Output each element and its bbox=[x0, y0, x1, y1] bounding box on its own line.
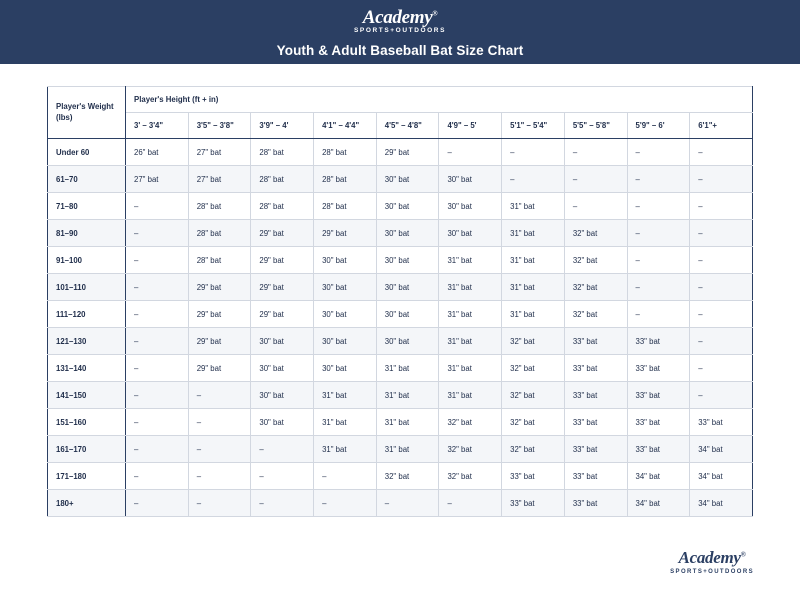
weight-cell: 61–70 bbox=[48, 166, 126, 193]
bat-size-cell: – bbox=[251, 463, 314, 490]
bat-size-cell: 28" bat bbox=[314, 139, 377, 166]
bat-size-cell: 30" bat bbox=[376, 193, 439, 220]
bat-size-cell: – bbox=[251, 490, 314, 517]
weight-cell: 121–130 bbox=[48, 328, 126, 355]
header-height-col-4: 4'5" – 4'8" bbox=[376, 113, 439, 139]
table-row bbox=[48, 166, 753, 193]
bat-size-cell: 33" bat bbox=[627, 436, 690, 463]
bat-size-cell: 33" bat bbox=[564, 436, 627, 463]
bat-size-cell: 29" bat bbox=[188, 301, 251, 328]
bat-size-cell: – bbox=[690, 328, 753, 355]
header-logo bbox=[354, 8, 446, 35]
bat-size-cell: – bbox=[126, 247, 189, 274]
bat-size-cell: – bbox=[627, 274, 690, 301]
bat-size-cell: – bbox=[188, 436, 251, 463]
bat-size-cell: 32" bat bbox=[564, 301, 627, 328]
bat-size-cell: – bbox=[126, 382, 189, 409]
table-row bbox=[48, 193, 753, 220]
bat-size-cell: 30" bat bbox=[314, 274, 377, 301]
bat-size-cell: – bbox=[126, 301, 189, 328]
weight-cell: 151–160 bbox=[48, 409, 126, 436]
bat-size-cell: 33" bat bbox=[564, 355, 627, 382]
bat-size-cell: 28" bat bbox=[314, 166, 377, 193]
bat-size-cell: 31" bat bbox=[314, 409, 377, 436]
bat-size-cell: 32" bat bbox=[439, 409, 502, 436]
bat-size-cell: 29" bat bbox=[251, 274, 314, 301]
bat-size-cell: 28" bat bbox=[188, 193, 251, 220]
bat-size-cell: 30" bat bbox=[314, 247, 377, 274]
weight-cell: 171–180 bbox=[48, 463, 126, 490]
bat-size-cell: 26" bat bbox=[126, 139, 189, 166]
bat-size-cell: 30" bat bbox=[439, 220, 502, 247]
bat-size-cell: 33" bat bbox=[627, 355, 690, 382]
bat-size-cell: 33" bat bbox=[502, 463, 565, 490]
bat-size-cell: 31" bat bbox=[439, 274, 502, 301]
bat-size-cell: – bbox=[627, 193, 690, 220]
bat-size-cell: 30" bat bbox=[376, 274, 439, 301]
bat-size-cell: 32" bat bbox=[502, 328, 565, 355]
bat-size-cell: 31" bat bbox=[376, 355, 439, 382]
table-row bbox=[48, 301, 753, 328]
bat-size-cell: 34" bat bbox=[690, 463, 753, 490]
bat-size-cell: – bbox=[690, 139, 753, 166]
bat-size-cell: 34" bat bbox=[627, 490, 690, 517]
bat-size-cell: 30" bat bbox=[314, 328, 377, 355]
bat-size-cell: – bbox=[502, 139, 565, 166]
weight-cell: 161–170 bbox=[48, 436, 126, 463]
bat-size-cell: – bbox=[126, 463, 189, 490]
bat-size-cell: 33" bat bbox=[627, 328, 690, 355]
bat-size-cell: 31" bat bbox=[439, 301, 502, 328]
table-row bbox=[48, 409, 753, 436]
bat-size-cell: – bbox=[376, 490, 439, 517]
bat-size-cell: 32" bat bbox=[564, 247, 627, 274]
header-height-col-9: 6'1"+ bbox=[690, 113, 753, 139]
table-row bbox=[48, 220, 753, 247]
bat-size-cell: – bbox=[314, 490, 377, 517]
bat-size-cell: – bbox=[126, 193, 189, 220]
bat-size-cell: 27" bat bbox=[126, 166, 189, 193]
bat-size-cell: 31" bat bbox=[502, 193, 565, 220]
chart-table-wrap bbox=[47, 86, 753, 517]
header-height-col-1: 3'5" – 3'8" bbox=[188, 113, 251, 139]
bat-size-cell: 31" bat bbox=[314, 436, 377, 463]
bat-size-cell: 32" bat bbox=[502, 355, 565, 382]
weight-cell: 91–100 bbox=[48, 247, 126, 274]
header-height-col-3: 4'1" – 4'4" bbox=[314, 113, 377, 139]
bat-size-cell: 30" bat bbox=[314, 355, 377, 382]
header-height-col-0: 3' – 3'4" bbox=[126, 113, 189, 139]
table-row bbox=[48, 463, 753, 490]
bat-size-cell: 31" bat bbox=[376, 382, 439, 409]
bat-size-cell: 31" bat bbox=[439, 355, 502, 382]
bat-size-cell: – bbox=[314, 463, 377, 490]
bat-size-cell: – bbox=[126, 490, 189, 517]
weight-cell: 71–80 bbox=[48, 193, 126, 220]
bat-size-cell: 30" bat bbox=[251, 355, 314, 382]
bat-size-cell: 33" bat bbox=[627, 409, 690, 436]
bat-size-cell: 30" bat bbox=[439, 193, 502, 220]
brand-tagline: SPORTS+OUTDOORS bbox=[353, 26, 447, 34]
page-header bbox=[0, 0, 800, 64]
bat-size-cell: – bbox=[690, 274, 753, 301]
table-row bbox=[48, 139, 753, 166]
bat-size-cell: 30" bat bbox=[251, 328, 314, 355]
bat-size-cell: – bbox=[690, 220, 753, 247]
bat-size-cell: 33" bat bbox=[564, 328, 627, 355]
bat-size-cell: 29" bat bbox=[314, 220, 377, 247]
bat-size-cell: – bbox=[690, 382, 753, 409]
header-height-col-2: 3'9" – 4' bbox=[251, 113, 314, 139]
footer-logo bbox=[670, 548, 754, 575]
bat-size-cell: – bbox=[251, 436, 314, 463]
weight-cell: 111–120 bbox=[48, 301, 126, 328]
bat-size-cell: 30" bat bbox=[376, 328, 439, 355]
bat-size-cell: – bbox=[439, 490, 502, 517]
brand-name: Academy® bbox=[362, 6, 438, 28]
bat-size-cell: 29" bat bbox=[188, 328, 251, 355]
bat-size-cell: – bbox=[126, 220, 189, 247]
footer-brand-name: Academy® bbox=[678, 548, 746, 567]
bat-size-cell: 30" bat bbox=[376, 247, 439, 274]
bat-size-cell: 30" bat bbox=[314, 301, 377, 328]
bat-size-cell: – bbox=[627, 247, 690, 274]
weight-cell: 141–150 bbox=[48, 382, 126, 409]
table-header-row-1 bbox=[48, 87, 753, 113]
bat-size-cell: – bbox=[126, 355, 189, 382]
bat-size-cell: 31" bat bbox=[439, 382, 502, 409]
registered-mark-icon: ® bbox=[432, 9, 438, 18]
bat-size-cell: 27" bat bbox=[188, 166, 251, 193]
bat-size-cell: 29" bat bbox=[251, 301, 314, 328]
table-row bbox=[48, 490, 753, 517]
bat-size-cell: 32" bat bbox=[564, 220, 627, 247]
bat-size-cell: 28" bat bbox=[251, 193, 314, 220]
bat-size-cell: 32" bat bbox=[502, 382, 565, 409]
bat-size-cell: – bbox=[188, 409, 251, 436]
table-row bbox=[48, 382, 753, 409]
bat-size-cell: – bbox=[690, 301, 753, 328]
bat-size-cell: 30" bat bbox=[376, 301, 439, 328]
bat-size-cell: 31" bat bbox=[502, 220, 565, 247]
table-head bbox=[48, 87, 753, 139]
weight-cell: 180+ bbox=[48, 490, 126, 517]
table-header-row-2 bbox=[48, 113, 753, 139]
bat-size-cell: – bbox=[188, 382, 251, 409]
table-row bbox=[48, 436, 753, 463]
table-body bbox=[48, 139, 753, 517]
bat-size-cell: – bbox=[627, 301, 690, 328]
bat-size-cell: 33" bat bbox=[564, 382, 627, 409]
weight-cell: 81–90 bbox=[48, 220, 126, 247]
bat-size-cell: – bbox=[126, 409, 189, 436]
bat-size-table bbox=[47, 86, 753, 517]
bat-size-cell: – bbox=[564, 166, 627, 193]
bat-size-cell: 33" bat bbox=[564, 463, 627, 490]
bat-size-cell: 31" bat bbox=[439, 247, 502, 274]
header-height-col-6: 5'1" – 5'4" bbox=[502, 113, 565, 139]
bat-size-cell: 33" bat bbox=[627, 382, 690, 409]
bat-size-cell: – bbox=[439, 139, 502, 166]
bat-size-cell: 32" bat bbox=[564, 274, 627, 301]
bat-size-cell: – bbox=[627, 139, 690, 166]
bat-size-cell: 31" bat bbox=[502, 301, 565, 328]
bat-size-cell: 30" bat bbox=[376, 166, 439, 193]
bat-size-cell: 33" bat bbox=[564, 409, 627, 436]
bat-size-cell: 32" bat bbox=[502, 436, 565, 463]
bat-size-cell: – bbox=[627, 220, 690, 247]
weight-cell: Under 60 bbox=[48, 139, 126, 166]
bat-size-cell: 31" bat bbox=[439, 328, 502, 355]
bat-size-cell: 32" bat bbox=[376, 463, 439, 490]
bat-size-cell: 33" bat bbox=[502, 490, 565, 517]
bat-size-cell: – bbox=[126, 328, 189, 355]
bat-size-cell: 29" bat bbox=[188, 274, 251, 301]
bat-size-cell: 32" bat bbox=[439, 436, 502, 463]
page-title: Youth & Adult Baseball Bat Size Chart bbox=[276, 43, 524, 59]
bat-size-cell: 32" bat bbox=[502, 409, 565, 436]
bat-size-cell: – bbox=[188, 463, 251, 490]
weight-cell: 131–140 bbox=[48, 355, 126, 382]
header-height-col-7: 5'5" – 5'8" bbox=[564, 113, 627, 139]
bat-size-cell: 33" bat bbox=[564, 490, 627, 517]
bat-size-cell: 28" bat bbox=[251, 166, 314, 193]
table-row bbox=[48, 328, 753, 355]
bat-size-cell: 31" bat bbox=[314, 382, 377, 409]
bat-size-cell: 33" bat bbox=[690, 409, 753, 436]
bat-size-cell: 31" bat bbox=[502, 274, 565, 301]
header-player-height: Player's Height (ft + in) bbox=[126, 87, 753, 113]
bat-size-cell: 30" bat bbox=[251, 382, 314, 409]
bat-size-cell: 31" bat bbox=[376, 436, 439, 463]
bat-size-cell: – bbox=[690, 166, 753, 193]
header-player-weight: Player's Weight (lbs) bbox=[48, 87, 126, 139]
bat-size-cell: 31" bat bbox=[502, 247, 565, 274]
bat-size-cell: – bbox=[690, 193, 753, 220]
header-height-col-5: 4'9" – 5' bbox=[439, 113, 502, 139]
weight-cell: 101–110 bbox=[48, 274, 126, 301]
bat-size-cell: – bbox=[690, 355, 753, 382]
bat-size-cell: – bbox=[126, 436, 189, 463]
table-row bbox=[48, 247, 753, 274]
bat-size-cell: – bbox=[564, 139, 627, 166]
header-height-col-8: 5'9" – 6' bbox=[627, 113, 690, 139]
bat-size-cell: 34" bat bbox=[627, 463, 690, 490]
bat-size-cell: 27" bat bbox=[188, 139, 251, 166]
bat-size-cell: 29" bat bbox=[251, 247, 314, 274]
bat-size-cell: – bbox=[188, 490, 251, 517]
bat-size-cell: 34" bat bbox=[690, 436, 753, 463]
bat-size-cell: – bbox=[502, 166, 565, 193]
bat-size-cell: 29" bat bbox=[188, 355, 251, 382]
bat-size-cell: 28" bat bbox=[188, 220, 251, 247]
bat-size-cell: – bbox=[126, 274, 189, 301]
footer-brand-tagline: SPORTS+OUTDOORS bbox=[670, 569, 754, 575]
bat-size-cell: 29" bat bbox=[251, 220, 314, 247]
table-row bbox=[48, 355, 753, 382]
table-row bbox=[48, 274, 753, 301]
bat-size-cell: 30" bat bbox=[439, 166, 502, 193]
footer-registered-mark-icon: ® bbox=[740, 550, 746, 559]
bat-size-cell: – bbox=[564, 193, 627, 220]
bat-size-cell: 31" bat bbox=[376, 409, 439, 436]
bat-size-cell: – bbox=[690, 247, 753, 274]
bat-size-cell: 29" bat bbox=[376, 139, 439, 166]
bat-size-cell: 34" bat bbox=[690, 490, 753, 517]
bat-size-cell: 28" bat bbox=[188, 247, 251, 274]
bat-size-cell: 28" bat bbox=[314, 193, 377, 220]
bat-size-cell: 28" bat bbox=[251, 139, 314, 166]
bat-size-cell: 32" bat bbox=[439, 463, 502, 490]
bat-size-cell: 30" bat bbox=[376, 220, 439, 247]
bat-size-cell: – bbox=[627, 166, 690, 193]
bat-size-cell: 30" bat bbox=[251, 409, 314, 436]
